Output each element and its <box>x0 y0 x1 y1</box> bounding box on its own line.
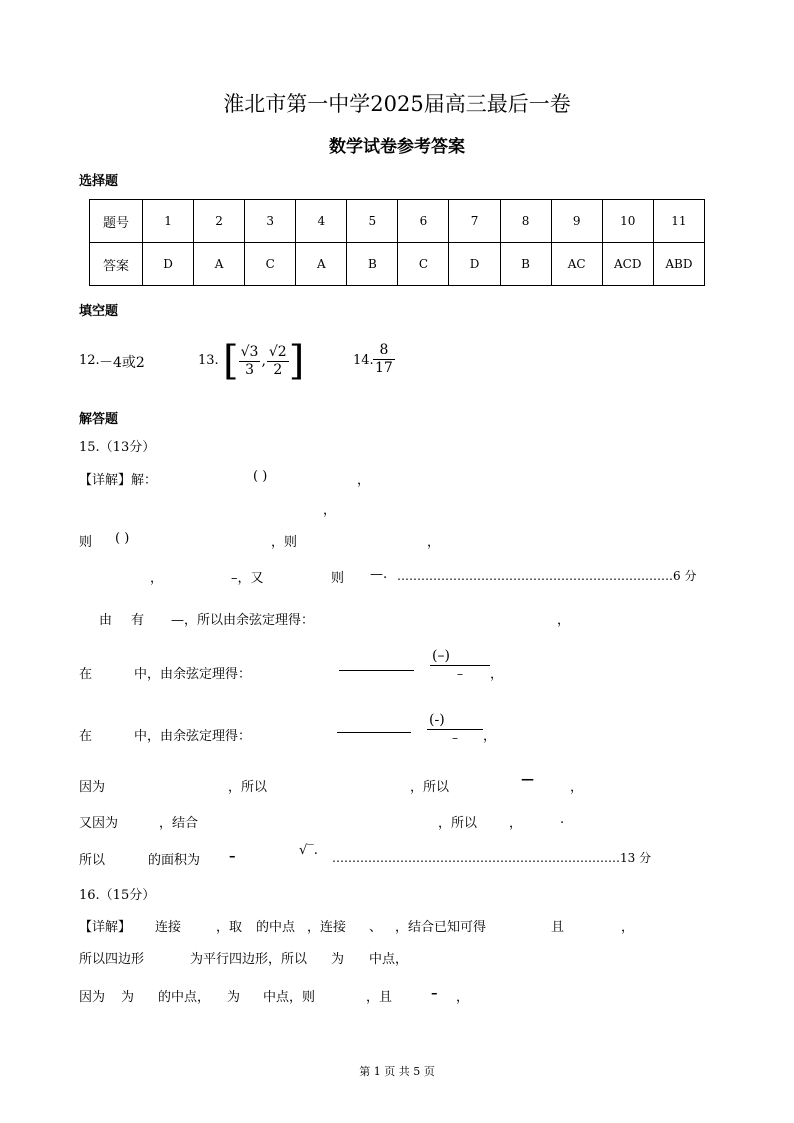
q16-l2-d: 中点， <box>369 952 409 967</box>
q16-detail-tag: 【详解】 <box>79 920 132 935</box>
answer-cell: A <box>296 243 347 286</box>
q15-l8-so1: ，所以 <box>228 780 268 795</box>
q15-l1-comma: ， <box>357 473 371 488</box>
q13-right-num: √2 <box>268 343 287 360</box>
answer-cell: B <box>347 243 398 286</box>
q16-l3-b: 为 <box>121 990 135 1005</box>
q15-l7-fraction <box>427 712 483 747</box>
q14-fraction <box>373 342 395 377</box>
q15-l8-comma: ， <box>570 780 584 795</box>
q16-l3-h: ， <box>456 990 470 1005</box>
q15-l8-so2: ，所以 <box>410 780 450 795</box>
right-bracket-icon: ] <box>288 338 305 384</box>
q13-comma: , <box>261 353 266 369</box>
q12-answer: －4或2 <box>99 355 145 371</box>
question-number: 1 <box>143 200 194 243</box>
q16-l1-connect2: ，连接 <box>307 920 347 935</box>
answer-cell: ABD <box>653 243 704 286</box>
q13-right-den: 2 <box>273 361 283 378</box>
q15-l10-area: 的面积为 <box>148 853 201 868</box>
q16-l2-c: 为 <box>331 952 345 967</box>
fill-heading: 填空题 <box>79 304 119 319</box>
q12-label: 12. <box>79 353 100 368</box>
q15-l10-dash: – <box>229 849 236 864</box>
q15-l4-ze: 则 <box>331 571 345 586</box>
q15-l6-comma: ， <box>490 667 504 682</box>
answer-row <box>90 243 705 286</box>
page-subtitle: 数学试卷参考答案 <box>329 137 465 157</box>
q15-score-6: ……………………………………………………………6 分 <box>397 569 697 583</box>
answer-cell: AC <box>551 243 602 286</box>
q15-score-13: ………………………………………………………………13 分 <box>332 851 652 865</box>
q15-l9-dot: . <box>560 812 565 827</box>
q15-l3-paren: ( ) <box>115 531 130 546</box>
q15-l7-frac-den: – <box>427 729 483 747</box>
page-footer: 第 1 页 共 5 页 <box>359 1065 435 1078</box>
q15-l6-frac-num: (–) <box>432 648 450 664</box>
q15-l6-in: 在 <box>79 667 93 682</box>
answer-cell: C <box>398 243 449 286</box>
q15-l9-comma: ， <box>509 816 523 831</box>
q15-l5-b: 有 <box>131 613 145 628</box>
q15-l7-frac-num: (-) <box>429 712 445 728</box>
question-number: 7 <box>449 200 500 243</box>
answer-table <box>89 199 705 286</box>
solve-heading: 解答题 <box>79 412 119 427</box>
q15-l6-text: 中，由余弦定理得： <box>134 667 252 682</box>
q15-l9-combine: ，结合 <box>159 816 199 831</box>
q15-l8-because: 因为 <box>79 780 106 795</box>
q15-l4-comma: ， <box>150 571 164 586</box>
q13-left-fraction <box>239 344 261 379</box>
question-number: 3 <box>245 200 296 243</box>
q13-right-fraction <box>267 344 289 379</box>
q14-den: 17 <box>375 360 393 376</box>
q16-l2-a: 所以四边形 <box>79 952 145 967</box>
q15-detail-tag: 【详解】解： <box>79 473 158 488</box>
q15-l4-end: —. <box>370 567 388 582</box>
answer-cell: B <box>500 243 551 286</box>
q16-l3-a: 因为 <box>79 990 106 1005</box>
q15-l10-sqrt: √‾. <box>299 843 318 858</box>
answer-cell: ACD <box>602 243 653 286</box>
q16-l1-connect: 连接 <box>155 920 182 935</box>
q13-left-den: 3 <box>245 361 254 378</box>
q16-l1-comma: ， <box>621 920 635 935</box>
q14-answer <box>373 342 395 377</box>
q15-l3-then: ，则 <box>271 535 298 550</box>
fraction-bar <box>339 670 414 671</box>
q16-l3-g: – <box>431 986 438 1001</box>
q15-l5-comma: ， <box>557 613 571 628</box>
q16-l1-sep: 、 <box>369 920 383 935</box>
q15-l6-frac-den: – <box>430 665 490 683</box>
q15-l7-text: 中，由余弦定理得： <box>134 729 252 744</box>
q16-l3-e: 中点，则 <box>263 990 316 1005</box>
page-title: 淮北市第一中学2025届高三最后一卷 <box>223 92 571 116</box>
answer-cell: C <box>245 243 296 286</box>
q15-header: 15.（13分） <box>79 440 156 455</box>
q15-l9-also: 又因为 <box>79 816 119 831</box>
q15-l3-ze: 则 <box>79 535 93 550</box>
q16-l1-known: ，结合已知可得 <box>395 920 487 935</box>
q15-l5-a: 由 <box>99 613 113 628</box>
answer-cell: D <box>143 243 194 286</box>
q15-l9-so: ，所以 <box>438 816 478 831</box>
q16-l2-b: 为平行四边形，所以 <box>190 952 308 967</box>
q16-l1-and: 且 <box>551 920 565 935</box>
q14-label: 14. <box>353 353 374 368</box>
answer-cell: A <box>194 243 245 286</box>
q15-l7-comma: ， <box>483 729 497 744</box>
question-number: 5 <box>347 200 398 243</box>
q16-l1-mid: 的中点 <box>256 920 296 935</box>
q16-l3-c: 的中点， <box>158 990 211 1005</box>
answer-cell: D <box>449 243 500 286</box>
q14-num: 8 <box>373 342 395 360</box>
q15-l10-so: 所以 <box>79 853 106 868</box>
question-row <box>90 200 705 243</box>
question-number: 11 <box>653 200 704 243</box>
q13-interval <box>223 336 304 386</box>
q16-l1-take: ，取 <box>216 920 243 935</box>
question-number: 9 <box>551 200 602 243</box>
fraction-bar <box>337 732 411 733</box>
q16-header: 16.（15分） <box>79 888 156 903</box>
question-number: 4 <box>296 200 347 243</box>
row-label-question: 题号 <box>90 200 143 243</box>
q15-l4-dash: –，又 <box>231 571 264 586</box>
q15-l5-c: —，所以由余弦定理得： <box>171 613 315 628</box>
choice-heading: 选择题 <box>79 174 119 189</box>
q15-l2-comma: ， <box>323 503 337 518</box>
q13-label: 13. <box>198 353 219 368</box>
row-label-answer: 答案 <box>90 243 143 286</box>
q15-l7-in: 在 <box>79 729 93 744</box>
q15-l1-paren: ( ) <box>253 469 268 484</box>
question-number: 6 <box>398 200 449 243</box>
q16-l3-d: 为 <box>227 990 241 1005</box>
left-bracket-icon: [ <box>223 338 239 384</box>
q15-l6-fraction <box>430 648 490 683</box>
q15-l3-comma: ， <box>427 535 441 550</box>
question-number: 2 <box>194 200 245 243</box>
q15-l8-dash: — <box>521 772 534 787</box>
question-number: 10 <box>602 200 653 243</box>
q13-left-num: √3 <box>240 343 259 360</box>
q16-l3-f: ，且 <box>366 990 393 1005</box>
question-number: 8 <box>500 200 551 243</box>
